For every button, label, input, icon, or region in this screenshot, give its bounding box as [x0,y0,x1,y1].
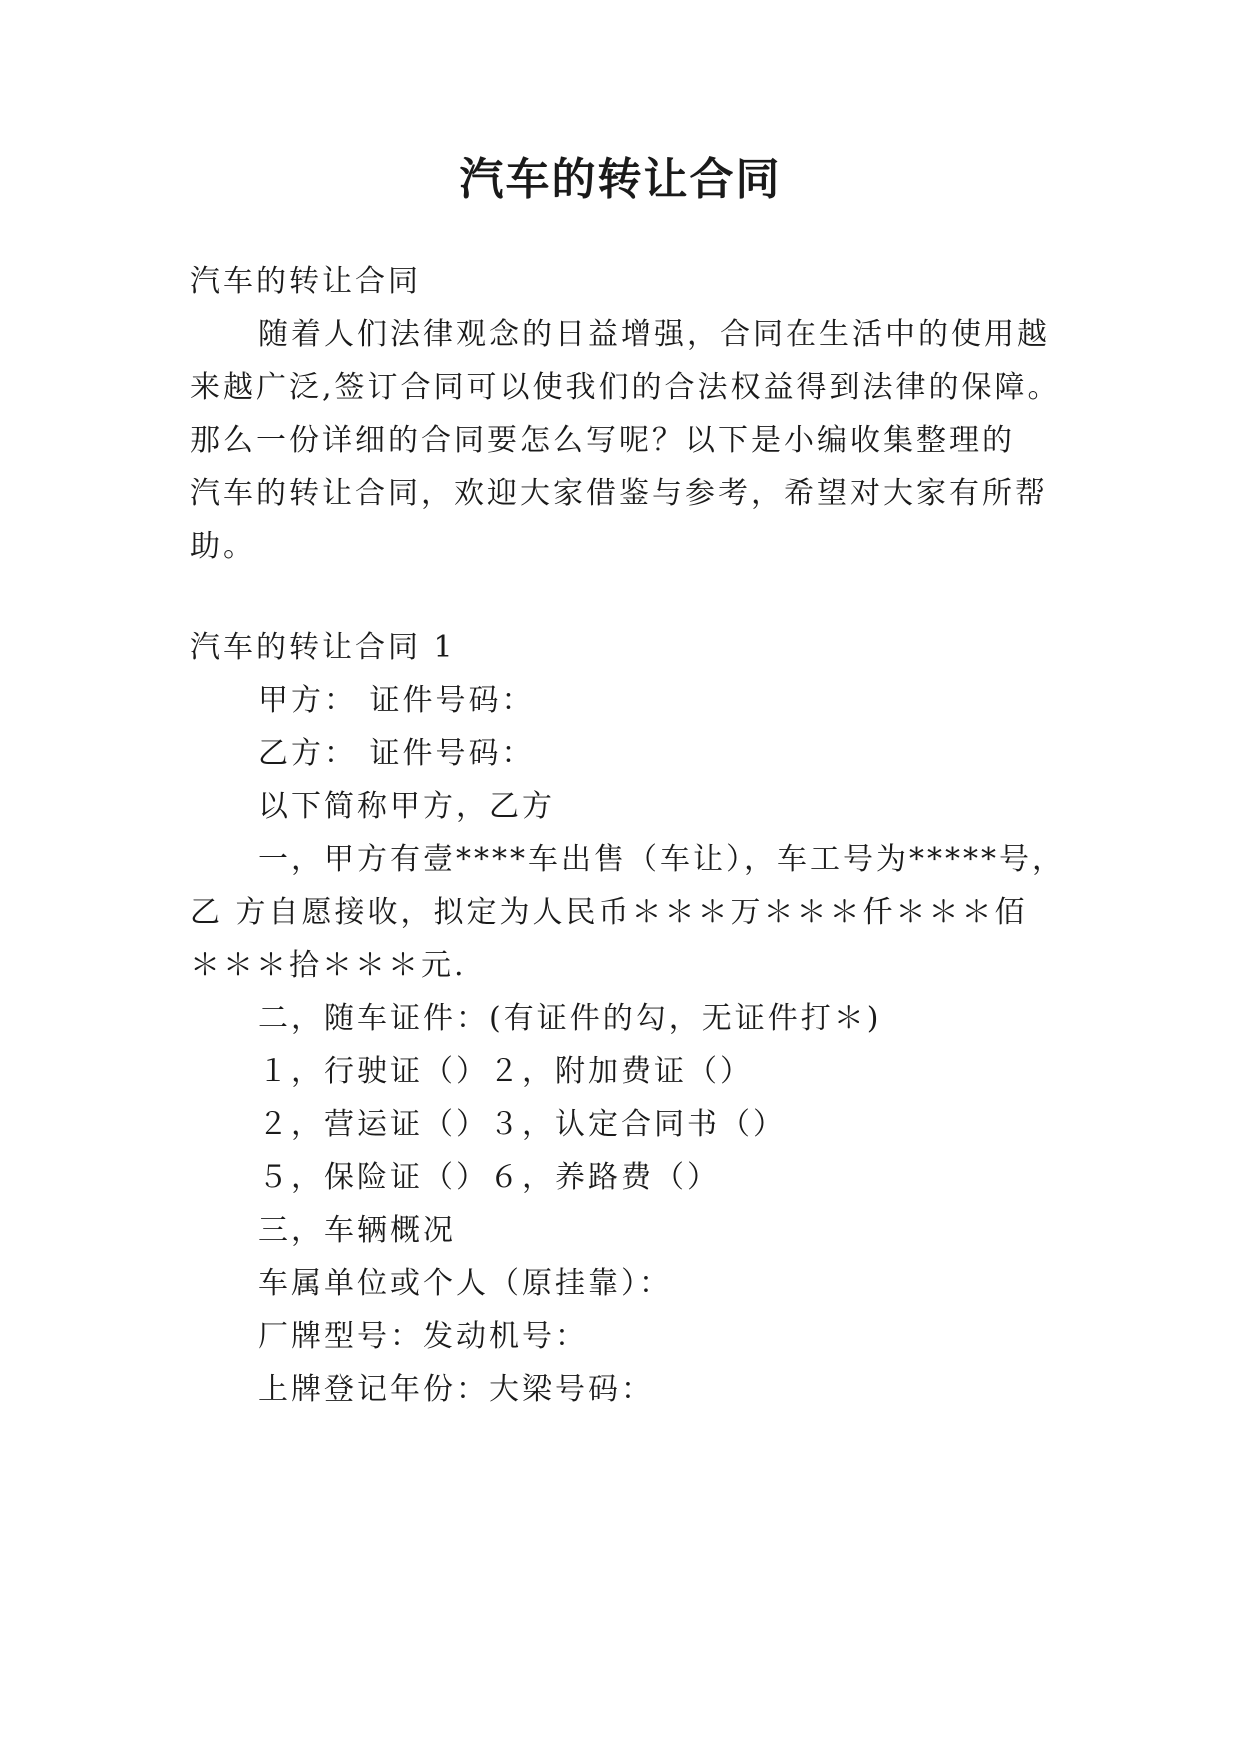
abbreviation-line: 以下简称甲方，乙方 [258,789,555,824]
clause2-heading: 二，随车证件：(有证件的勾，无证件打＊) [258,1001,882,1036]
documents-row: ２，营运证（）３，认定合同书（） [258,1107,786,1142]
clause1-line: ＊＊＊拾＊＊＊元. [190,948,467,983]
intro-line: 助。 [190,529,256,564]
clause1-line: 乙 方自愿接收，拟定为人民币＊＊＊万＊＊＊仟＊＊＊佰 [190,895,1028,930]
party-b-line: 乙方： 证件号码： [258,736,535,771]
documents-row: １，行驶证（）２，附加费证（） [258,1054,753,1089]
clause1-line: 一，甲方有壹****车出售（车让），车工号为*****号， [258,842,1065,877]
clause3-heading: 三，车辆概况 [258,1213,456,1248]
intro-line: 来越广泛,签订合同可以使我们的合法权益得到法律的保障。 [190,370,1061,405]
intro-line: 随着人们法律观念的日益增强，合同在生活中的使用越 [258,317,1050,352]
vehicle-field: 上牌登记年份：大梁号码： [258,1372,654,1407]
vehicle-field: 车属单位或个人（原挂靠）： [258,1266,672,1301]
document-title: 汽车的转让合同 [459,154,782,205]
party-a-line: 甲方： 证件号码： [258,683,535,718]
section-heading: 汽车的转让合同 1 [190,630,456,665]
intro-line: 汽车的转让合同，欢迎大家借鉴与参考，希望对大家有所帮 [190,476,1048,511]
vehicle-field: 厂牌型号：发动机号： [258,1319,588,1354]
documents-row: ５，保险证（）６，养路费（） [258,1160,720,1195]
document-subtitle: 汽车的转让合同 [190,264,421,299]
intro-line: 那么一份详细的合同要怎么写呢？以下是小编收集整理的 [190,423,1015,458]
